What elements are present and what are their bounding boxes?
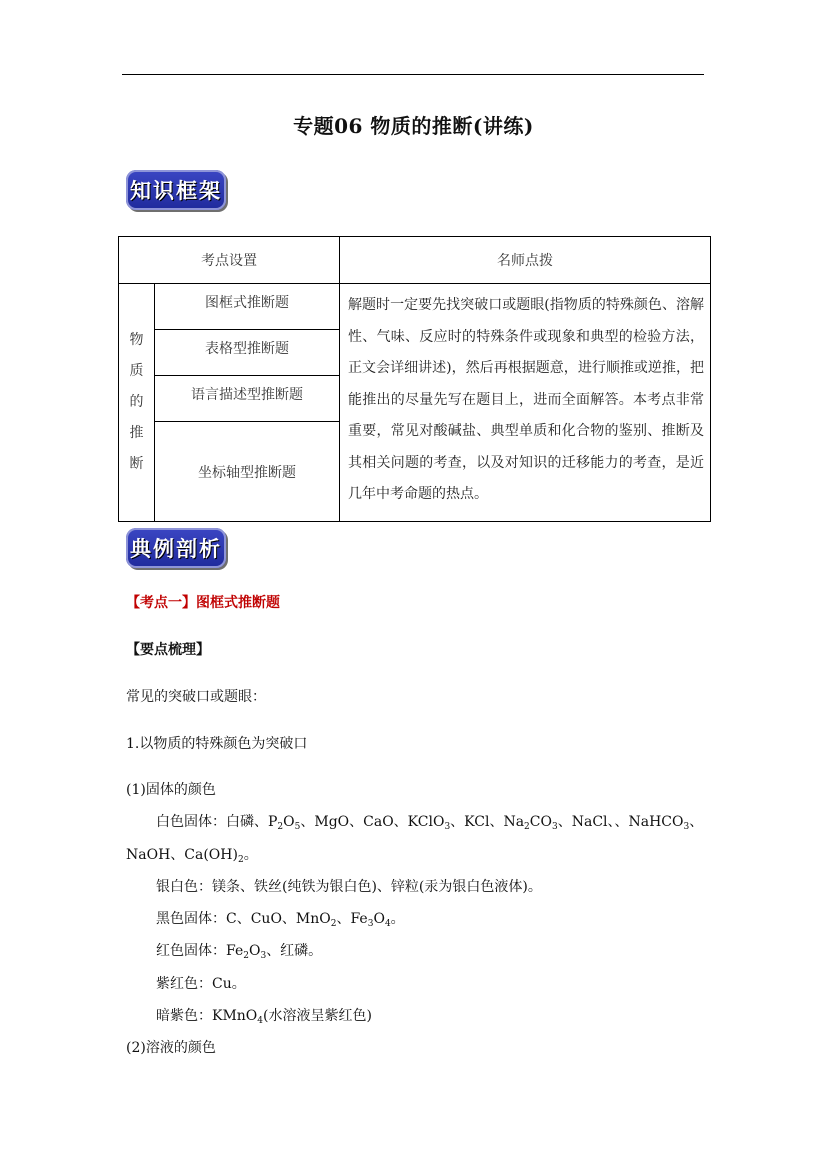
- white-solid-line: 白色固体：白磷、$P_2O_5$、MgO、CaO、KClO$_3$、KCl、$Na_2CO_3$、NaCl、、NaHCO$_3$、: [156, 814, 704, 832]
- table-type-cell: 坐标轴型推断题: [155, 422, 340, 522]
- table-header-topic: 考点设置: [119, 237, 340, 284]
- sub-heading-solid-colors: (1)固体的颜色: [126, 782, 216, 798]
- red-solid-line: 红色固体：$Fe_2O_3$、红磷。: [156, 943, 323, 961]
- black-solid-line: 黑色固体：C、CuO、MnO$_2$、$Fe_3O_4$。: [156, 911, 405, 929]
- section-heading: 【考点一】图框式推断题: [126, 595, 280, 611]
- table-type-cell: 图框式推断题: [155, 284, 340, 330]
- purple-red-line: 紫红色：Cu。: [156, 976, 246, 992]
- knowledge-framework-badge: 知识框架: [126, 170, 226, 210]
- silver-line: 银白色：镁条、铁丝(纯铁为银白色)、锌粒(汞为银白色液体)。: [156, 879, 542, 895]
- white-solid-line-2: NaOH、$Ca(OH)_2$。: [126, 847, 258, 865]
- point-1: 1.以物质的特殊颜色为突破口: [126, 736, 308, 752]
- dark-purple-line: 暗紫色：KMnO$_4$(水溶液呈紫红色): [156, 1008, 372, 1026]
- knowledge-table: [118, 236, 711, 522]
- header-rule: [122, 74, 704, 75]
- table-category-cell: 物 质 的 推 断: [119, 284, 155, 522]
- examples-badge: 典例剖析: [126, 528, 226, 568]
- sub-heading-solution-colors: (2)溶液的颜色: [126, 1040, 216, 1056]
- table-header-tips: 名师点拨: [340, 237, 711, 284]
- table-type-cell: 表格型推断题: [155, 330, 340, 376]
- key-points-heading: 【要点梳理】: [126, 642, 210, 658]
- page-title: 专题06 物质的推断(讲练): [293, 114, 534, 138]
- table-type-cell: 语言描述型推断题: [155, 376, 340, 422]
- table-tip-cell: 解题时一定要先找突破口或题眼(指物质的特殊颜色、溶解性、气味、反应时的特殊条件或现象和典型的检验方法，正文会详细讲述)，然后再根据题意，进行顺推或逆推，把能推出的尽量先写在题目上，进而全面解答。本考点非常重要，常见对酸碱盐、典型单质和化合物的鉴别、推断及其相关问题的考查，以及对知识的迁移能力的考查，是近几年中考命题的热点。: [340, 284, 711, 522]
- intro-text: 常见的突破口或题眼：: [126, 689, 266, 705]
